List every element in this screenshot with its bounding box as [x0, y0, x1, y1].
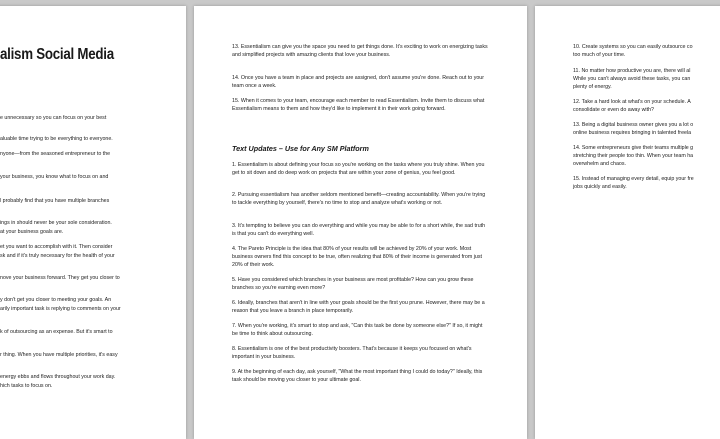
document-page-center: [194, 6, 527, 439]
text-line: nove your business forward. They get you closer to: [0, 275, 120, 281]
text-line: arily important task is replying to comments on your: [0, 306, 121, 312]
list-item: 14. Once you have a team in place and projects are assigned, don't assume you're done. Reach out to your team once a week.: [232, 75, 485, 89]
text-line: ings in should never be your sole consideration.: [0, 220, 112, 226]
text-line: 14. Some entrepreneurs give their teams multiple g: [573, 145, 694, 151]
list-item: 13. Essentialism can give you the space you need to get things done. It's exciting to work on energizing tasks and simplified projects with amazing clients that love your business.: [232, 44, 488, 58]
text-line: 10. Create systems so you can easily outsource co: [573, 44, 693, 50]
text-line: stretching their people too thin. When your team ha: [573, 153, 694, 159]
text-line: your business, you know what to focus on and: [0, 174, 109, 180]
text-line: aluable time trying to be everything to everyone.: [0, 136, 113, 142]
text-line: consolidate or even do away with?: [573, 107, 654, 113]
text-line: sk and if it's truly necessary for the health of your: [0, 253, 115, 259]
list-item: [573, 43, 693, 59]
text-line: 12. Take a hard look at what's on your schedule. A: [573, 99, 691, 105]
text-line: online business requires bringing in talented freela: [573, 130, 692, 136]
text-line: e unnecessary so you can focus on your best: [0, 115, 107, 121]
list-item: [573, 98, 691, 114]
list-item: 15. When it comes to your team, encourage each member to read Essentialism. Invite them to discuss what Essentialism means to them and how they'd like to implement it in their work going forward.: [232, 98, 485, 112]
text-line: jobs quickly and easily.: [573, 184, 627, 190]
text-line: too much of your time.: [573, 52, 626, 58]
document-page-right: [535, 6, 720, 439]
text-line: l probably find that you have multiple branches: [0, 198, 110, 204]
text-line: 15. Instead of managing every detail, equip your fre: [573, 176, 694, 182]
list-item: 8. Essentialism is one of the best productivity boosters. That's because it keeps you focused on what's important in your business.: [232, 346, 472, 360]
text-line: y don't get you closer to meeting your goals. An: [0, 297, 112, 303]
list-item: 4. The Pareto Principle is the idea that 80% of your results will be achieved by 20% of your work. Most business owners find this concept to be true, often realizing that 80% of their income is generated from just 20% of their work.: [232, 246, 482, 268]
text-line: energy ebbs and flows throughout your work day.: [0, 374, 116, 380]
document-page-left: [0, 6, 186, 439]
list-item: [573, 175, 694, 191]
text-line: While you can't always avoid these tasks, you can: [573, 76, 691, 82]
text-line: r thing. When you have multiple priorities, it's easy: [0, 352, 118, 358]
text-line: hich tasks to focus on.: [0, 383, 53, 389]
list-item: 2. Pursuing essentialism has another seldom mentioned benefit—creating accountability. When you're trying to tackle everything by yourself, there's no time to stop and analyze what's working or not.: [232, 192, 486, 206]
list-item: [573, 67, 690, 91]
list-item: 5. Have you considered which branches in your business are most profitable? How can you grow these branches so you're earning even more?: [232, 277, 474, 291]
list-item: 7. When you're working, it's smart to stop and ask, "Can this task be done by someone else?" If so, it might be time to think about outsourcing.: [232, 323, 483, 337]
list-item: 3. It's tempting to believe you can do everything and while you may be able to for a short while, the sad truth is that you can't do everything well.: [232, 223, 486, 237]
text-line: et you want to accomplish with it. Then consider: [0, 244, 113, 250]
text-line: overwhelm and chaos.: [573, 161, 626, 167]
text-line: nyone—from the seasoned entrepreneur to the: [0, 151, 111, 157]
list-item: 6. Ideally, branches that aren't in line with your goals should be the first you prune. However, there may be a reason that you leave a branch in place temporarily.: [232, 300, 485, 314]
section-heading: Text Updates – Use for Any SM Platform: [232, 144, 369, 153]
text-line: k of outsourcing as an expense. But it's smart to: [0, 329, 113, 335]
list-item: [573, 144, 693, 168]
text-line: plenty of energy.: [573, 84, 612, 90]
text-line: 13. Being a digital business owner gives you a lot o: [573, 122, 694, 128]
text-line: at your business goals are.: [0, 229, 64, 235]
list-item: 9. At the beginning of each day, ask yourself, "What the most important thing I could do today?" Ideally, this task should be moving you closer to your ultimate goal.: [232, 369, 483, 383]
page-title: alism Social Media: [0, 46, 114, 63]
list-item: [573, 121, 693, 137]
list-item: 1. Essentialism is about defining your focus so you're working on the tasks where you truly shine. When you get to sit down and do deep work on projects that are within your zone of genius, you feel good.: [232, 162, 485, 176]
text-line: 11. No matter how productive you are, there will al: [573, 68, 691, 74]
